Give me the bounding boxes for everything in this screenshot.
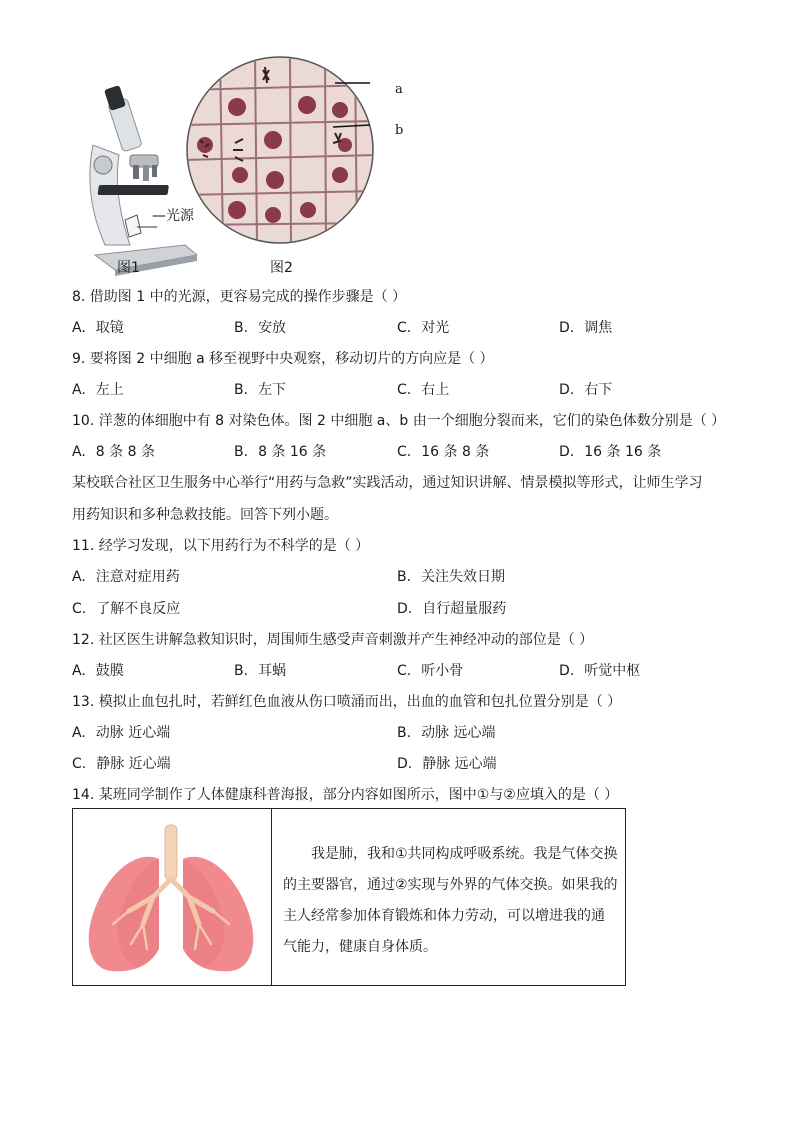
question-10-stem: 10. 洋葱的体细胞中有 8 对染色体。图 2 中细胞 a、b 由一个细胞分裂而来，它们的染色体数分别是（ ） [72, 413, 726, 429]
question-12-stem: 12. 社区医生讲解急救知识时，周围师生感受声音刺激并产生神经冲动的部位是（ ） [72, 632, 594, 648]
intro-line-1: 某校联合社区卫生服务中心举行“用药与急救”实践活动，通过知识讲解、情景模拟等形式，让师生学习 [72, 475, 703, 491]
intro-line-2: 用药知识和多种急救技能。回答下列小题。 [72, 507, 338, 523]
q9-option-d: D. 右下 [559, 382, 613, 398]
q8-option-c: C. 对光 [397, 320, 450, 336]
q11-option-a: A. 注意对症用药 [72, 569, 180, 585]
q12-option-b: B. 耳蜗 [234, 663, 287, 679]
q13-option-a: A. 动脉 近心端 [72, 725, 171, 741]
question-14-stem: 14. 某班同学制作了人体健康科普海报，部分内容如图所示，图中①与②应填入的是（ ） [72, 787, 619, 803]
light-source-label: —光源 [152, 208, 194, 224]
question-8-stem: 8. 借助图 1 中的光源，更容易完成的操作步骤是（ ） [72, 289, 407, 305]
q8-option-b: B. 安放 [234, 320, 287, 336]
q11-option-c: C. 了解不良反应 [72, 601, 181, 617]
q13-option-c: C. 静脉 近心端 [72, 756, 171, 772]
q12-option-c: C. 听小骨 [397, 663, 464, 679]
q13-option-d: D. 静脉 远心端 [397, 756, 497, 772]
q10-option-b: B. 8 条 16 条 [234, 444, 327, 460]
q12-option-d: D. 听觉中枢 [559, 663, 641, 679]
poster-divider [271, 809, 272, 985]
figure-2-caption: 图2 [270, 260, 293, 276]
q8-option-a: A. 取镜 [72, 320, 124, 336]
question-11-stem: 11. 经学习发现，以下用药行为不科学的是（ ） [72, 538, 370, 554]
lungs-illustration [81, 819, 261, 979]
q9-option-a: A. 左上 [72, 382, 124, 398]
cell-micrograph-figure [185, 55, 375, 245]
q9-option-c: C. 右上 [397, 382, 450, 398]
q11-option-b: B. 关注失效日期 [397, 569, 506, 585]
question-13-stem: 13. 模拟止血包扎时，若鲜红色血液从伤口喷涌而出，出血的血管和包扎位置分别是（ ） [72, 694, 622, 710]
label-b: b [395, 123, 404, 138]
q9-option-b: B. 左下 [234, 382, 287, 398]
q13-option-b: B. 动脉 远心端 [397, 725, 496, 741]
q11-option-d: D. 自行超量服药 [397, 601, 507, 617]
figure-1-caption: 图1 [117, 260, 140, 276]
q10-option-d: D. 16 条 16 条 [559, 444, 662, 460]
q12-option-a: A. 鼓膜 [72, 663, 124, 679]
question-9-stem: 9. 要将图 2 中细胞 a 移至视野中央观察，移动切片的方向应是（ ） [72, 351, 494, 367]
poster-text: 我是肺，我和①共同构成呼吸系统。我是气体交换的主要器官，通过②实现与外界的气体交换。如果我的主人经常参加体育锻炼和体力劳动，可以增进我的通气能力，健康自身体质。 [283, 846, 618, 955]
figure-area [70, 55, 430, 280]
label-a: a [395, 82, 403, 97]
q10-option-c: C. 16 条 8 条 [397, 444, 490, 460]
health-poster-box [72, 808, 626, 986]
q8-option-d: D. 调焦 [559, 320, 613, 336]
q10-option-a: A. 8 条 8 条 [72, 444, 155, 460]
